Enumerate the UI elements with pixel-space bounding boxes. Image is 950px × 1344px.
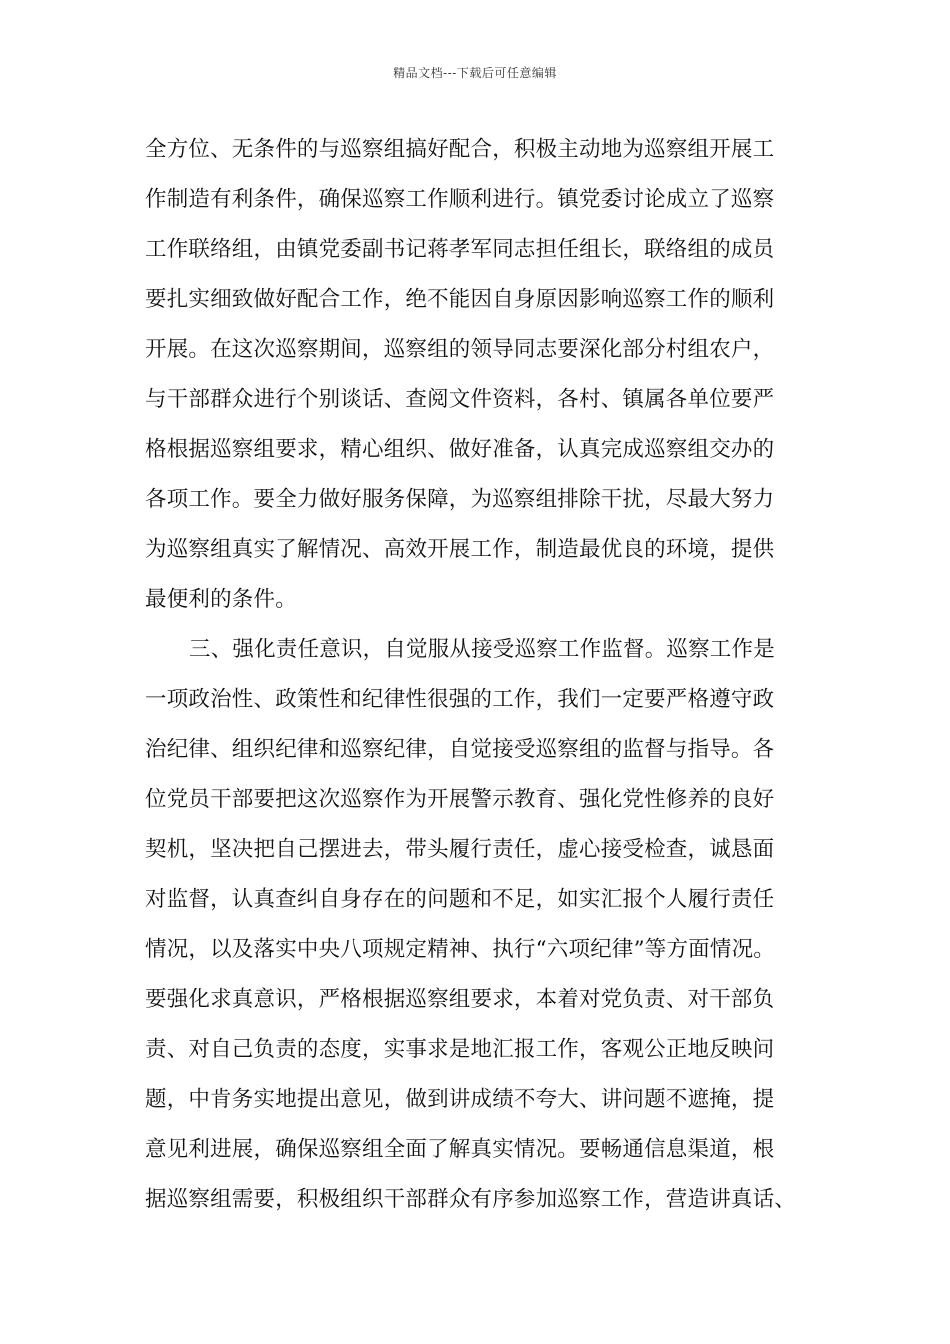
- text-line: 对监督，认真查纠自身存在的问题和不足，如实汇报个人履行责任: [145, 887, 775, 912]
- text-line: 工作联络组，由镇党委副书记蒋孝军同志担任组长，联络组的成员: [145, 237, 775, 262]
- page-header: 精品文档---下载后可任意编辑: [393, 66, 557, 80]
- text-line: 最便利的条件。: [145, 587, 297, 612]
- text-line: 责、对自己负责的态度，实事求是地汇报工作，客观公正地反映问: [145, 1037, 775, 1062]
- text-line: 意见利进展，确保巡察组全面了解真实情况。要畅通信息渠道，根: [145, 1137, 775, 1162]
- text-line: 开展。在这次巡察期间，巡察组的领导同志要深化部分村组农户，: [145, 337, 775, 362]
- text-line: 全方位、无条件的与巡察组搞好配合，积极主动地为巡察组开展工: [145, 137, 775, 162]
- text-line: 作制造有利条件，确保巡察工作顺利进行。镇党委讨论成立了巡察: [145, 187, 775, 212]
- text-line: 为巡察组真实了解情况、高效开展工作，制造最优良的环境，提供: [145, 537, 775, 562]
- text-line: 情况，以及落实中央八项规定精神、执行“六项纪律”等方面情况。: [145, 937, 775, 962]
- section-heading-line: 三、强化责任意识，自觉服从接受巡察工作监督。巡察工作是: [189, 637, 775, 662]
- text-line: 各项工作。要全力做好服务保障，为巡察组排除干扰，尽最大努力: [145, 487, 775, 512]
- text-line: 治纪律、组织纪律和巡察纪律，自觉接受巡察组的监督与指导。各: [145, 737, 775, 762]
- text-line: 契机，坚决把自己摆进去，带头履行责任，虚心接受检查，诚恳面: [145, 837, 775, 862]
- text-line: 要扎实细致做好配合工作，绝不能因自身原因影响巡察工作的顺利: [145, 287, 775, 312]
- text-line: 与干部群众进行个别谈话、查阅文件资料，各村、镇属各单位要严: [145, 387, 775, 412]
- text-line: 要强化求真意识，严格根据巡察组要求，本着对党负责、对干部负: [145, 987, 775, 1012]
- text-line: 一项政治性、政策性和纪律性很强的工作，我们一定要严格遵守政: [145, 687, 775, 712]
- text-line: 据巡察组需要，积极组织干部群众有序参加巡察工作，营造讲真话、: [145, 1187, 797, 1212]
- text-line: 题，中肯务实地提出意见，做到讲成绩不夸大、讲问题不遮掩，提: [145, 1087, 775, 1112]
- text-line: 格根据巡察组要求，精心组织、做好准备，认真完成巡察组交办的: [145, 437, 775, 462]
- text-line: 位党员干部要把这次巡察作为开展警示教育、强化党性修养的良好: [145, 787, 775, 812]
